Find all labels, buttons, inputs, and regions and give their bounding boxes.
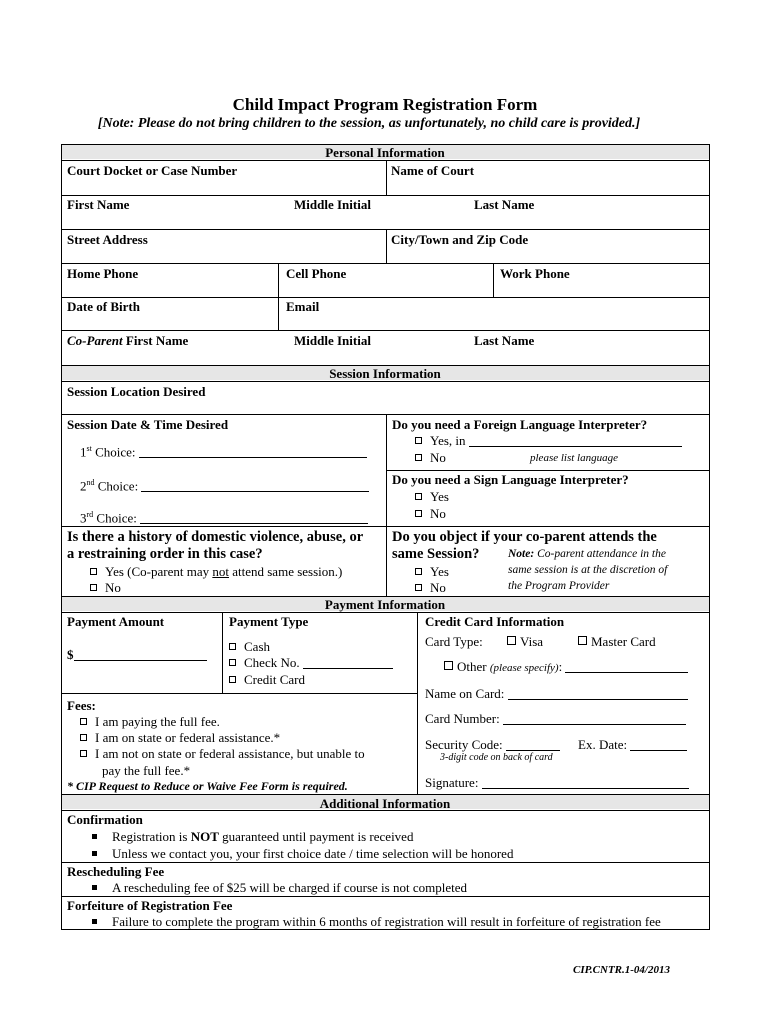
street-address-label: Street Address xyxy=(67,232,148,247)
signature-field[interactable]: Signature: xyxy=(425,776,689,789)
object-no-option[interactable]: No xyxy=(415,581,446,594)
exp-date-field[interactable]: Ex. Date: xyxy=(578,738,687,751)
coparent-first-name-label: Co-Parent First Name xyxy=(67,333,189,348)
payment-amount-field[interactable]: $ xyxy=(67,648,207,661)
fee-unable-option-cont: pay the full fee.* xyxy=(102,763,191,778)
checkbox-icon[interactable] xyxy=(578,636,587,645)
name-of-court-label: Name of Court xyxy=(391,163,475,178)
domestic-violence-question-line1: Is there a history of domestic violence, abuse, or xyxy=(67,529,364,545)
fees-label: Fees: xyxy=(67,698,96,713)
card-number-field[interactable]: Card Number: xyxy=(425,712,686,725)
checkbox-icon[interactable] xyxy=(415,437,422,444)
bullet-icon xyxy=(92,919,97,924)
security-code-hint: 3-digit code on back of card xyxy=(440,752,553,763)
master-card-option[interactable]: Master Card xyxy=(578,635,656,648)
first-choice-field[interactable]: 1st Choice: xyxy=(80,445,367,458)
list-language-hint: please list language xyxy=(530,452,618,464)
form-note: [Note: Please do not bring children to the session, as unfortunately, no child care is provided.] xyxy=(97,116,641,131)
last-name-label: Last Name xyxy=(474,197,535,212)
coparent-note-line1: Note: Co-parent attendance in the xyxy=(508,548,666,560)
rescheduling-label: Rescheduling Fee xyxy=(67,864,165,879)
email-label: Email xyxy=(286,299,320,314)
second-choice-field[interactable]: 2nd Choice: xyxy=(80,479,369,492)
object-yes-option[interactable]: Yes xyxy=(415,565,449,578)
object-coparent-question-line1: Do you object if your co-parent attends the xyxy=(392,529,657,545)
fee-unable-option[interactable]: I am not on state or federal assistance, but unable to xyxy=(80,747,365,760)
checkbox-icon[interactable] xyxy=(415,568,422,575)
personal-header: Personal Information xyxy=(325,145,445,160)
fee-assistance-option[interactable]: I am on state or federal assistance.* xyxy=(80,731,280,744)
bullet-icon xyxy=(92,834,97,839)
name-on-card-field[interactable]: Name on Card: xyxy=(425,687,688,700)
check-option[interactable]: Check No. xyxy=(229,656,393,669)
checkbox-icon[interactable] xyxy=(229,643,236,650)
session-date-time-label: Session Date & Time Desired xyxy=(67,417,229,432)
session-location-label: Session Location Desired xyxy=(67,384,206,399)
confirmation-label: Confirmation xyxy=(67,812,143,827)
checkbox-icon[interactable] xyxy=(415,454,422,461)
checkbox-icon[interactable] xyxy=(90,568,97,575)
checkbox-icon[interactable] xyxy=(415,584,422,591)
sign-no-option[interactable]: No xyxy=(415,507,446,520)
foreign-yes-option[interactable]: Yes, in xyxy=(415,434,682,447)
checkbox-icon[interactable] xyxy=(80,718,87,725)
credit-card-info-label: Credit Card Information xyxy=(425,614,565,629)
forfeiture-label: Forfeiture of Registration Fee xyxy=(67,898,233,913)
checkbox-icon[interactable] xyxy=(415,493,422,500)
card-type-label: Card Type: xyxy=(425,634,483,649)
foreign-interpreter-question: Do you need a Foreign Language Interpreter? xyxy=(392,417,648,432)
home-phone-label: Home Phone xyxy=(67,266,139,281)
credit-card-option[interactable]: Credit Card xyxy=(229,673,305,686)
session-header: Session Information xyxy=(329,366,441,381)
checkbox-icon[interactable] xyxy=(90,584,97,591)
additional-header: Additional Information xyxy=(319,796,451,811)
sign-interpreter-question: Do you need a Sign Language Interpreter? xyxy=(392,472,629,487)
coparent-last-name-label: Last Name xyxy=(474,333,535,348)
domestic-violence-question-line2: a restraining order in this case? xyxy=(67,546,263,562)
checkbox-icon[interactable] xyxy=(229,676,236,683)
fee-full-option[interactable]: I am paying the full fee. xyxy=(80,715,220,728)
date-of-birth-label: Date of Birth xyxy=(67,299,140,314)
court-docket-label: Court Docket or Case Number xyxy=(67,163,238,178)
checkbox-icon[interactable] xyxy=(80,734,87,741)
checkbox-icon[interactable] xyxy=(444,661,453,670)
bullet-icon xyxy=(92,851,97,856)
dv-yes-option[interactable]: Yes (Co-parent may not attend same session.) xyxy=(90,565,342,578)
cash-option[interactable]: Cash xyxy=(229,640,270,653)
city-zip-label: City/Town and Zip Code xyxy=(391,232,529,247)
form-title: Child Impact Program Registration Form xyxy=(232,95,538,114)
confirmation-item-2: Unless we contact you, your first choice date / time selection will be honored xyxy=(92,847,513,860)
middle-initial-label: Middle Initial xyxy=(294,197,371,212)
rescheduling-item: A rescheduling fee of $25 will be charged if course is not completed xyxy=(92,881,467,894)
other-card-option[interactable]: Other (please specify): xyxy=(444,660,688,674)
checkbox-icon[interactable] xyxy=(507,636,516,645)
form-code: CIP.CNTR.1-04/2013 xyxy=(573,964,670,976)
first-name-label: First Name xyxy=(67,197,130,212)
payment-amount-label: Payment Amount xyxy=(67,614,165,629)
coparent-note-line3: the Program Provider xyxy=(508,580,610,592)
cell-phone-label: Cell Phone xyxy=(286,266,347,281)
checkbox-icon[interactable] xyxy=(229,659,236,666)
object-coparent-question-line2: same Session? xyxy=(392,546,480,562)
sign-yes-option[interactable]: Yes xyxy=(415,490,449,503)
payment-header: Payment Information xyxy=(324,597,446,612)
cip-request-note: * CIP Request to Reduce or Waive Fee Form is required. xyxy=(67,779,348,793)
payment-type-label: Payment Type xyxy=(229,614,309,629)
bullet-icon xyxy=(92,885,97,890)
coparent-note-line2: same session is at the discretion of xyxy=(508,564,668,576)
work-phone-label: Work Phone xyxy=(500,266,570,281)
checkbox-icon[interactable] xyxy=(80,750,87,757)
security-code-field[interactable]: Security Code: xyxy=(425,738,560,751)
coparent-middle-initial-label: Middle Initial xyxy=(294,333,371,348)
foreign-no-option[interactable]: No xyxy=(415,451,446,464)
forfeiture-item: Failure to complete the program within 6 months of registration will result in forfeiture of registration fee xyxy=(92,915,661,928)
third-choice-field[interactable]: 3rd Choice: xyxy=(80,511,368,524)
confirmation-item-1: Registration is NOT guaranteed until payment is received xyxy=(92,830,413,843)
dv-no-option[interactable]: No xyxy=(90,581,121,594)
visa-option[interactable]: Visa xyxy=(507,635,543,648)
checkbox-icon[interactable] xyxy=(415,510,422,517)
